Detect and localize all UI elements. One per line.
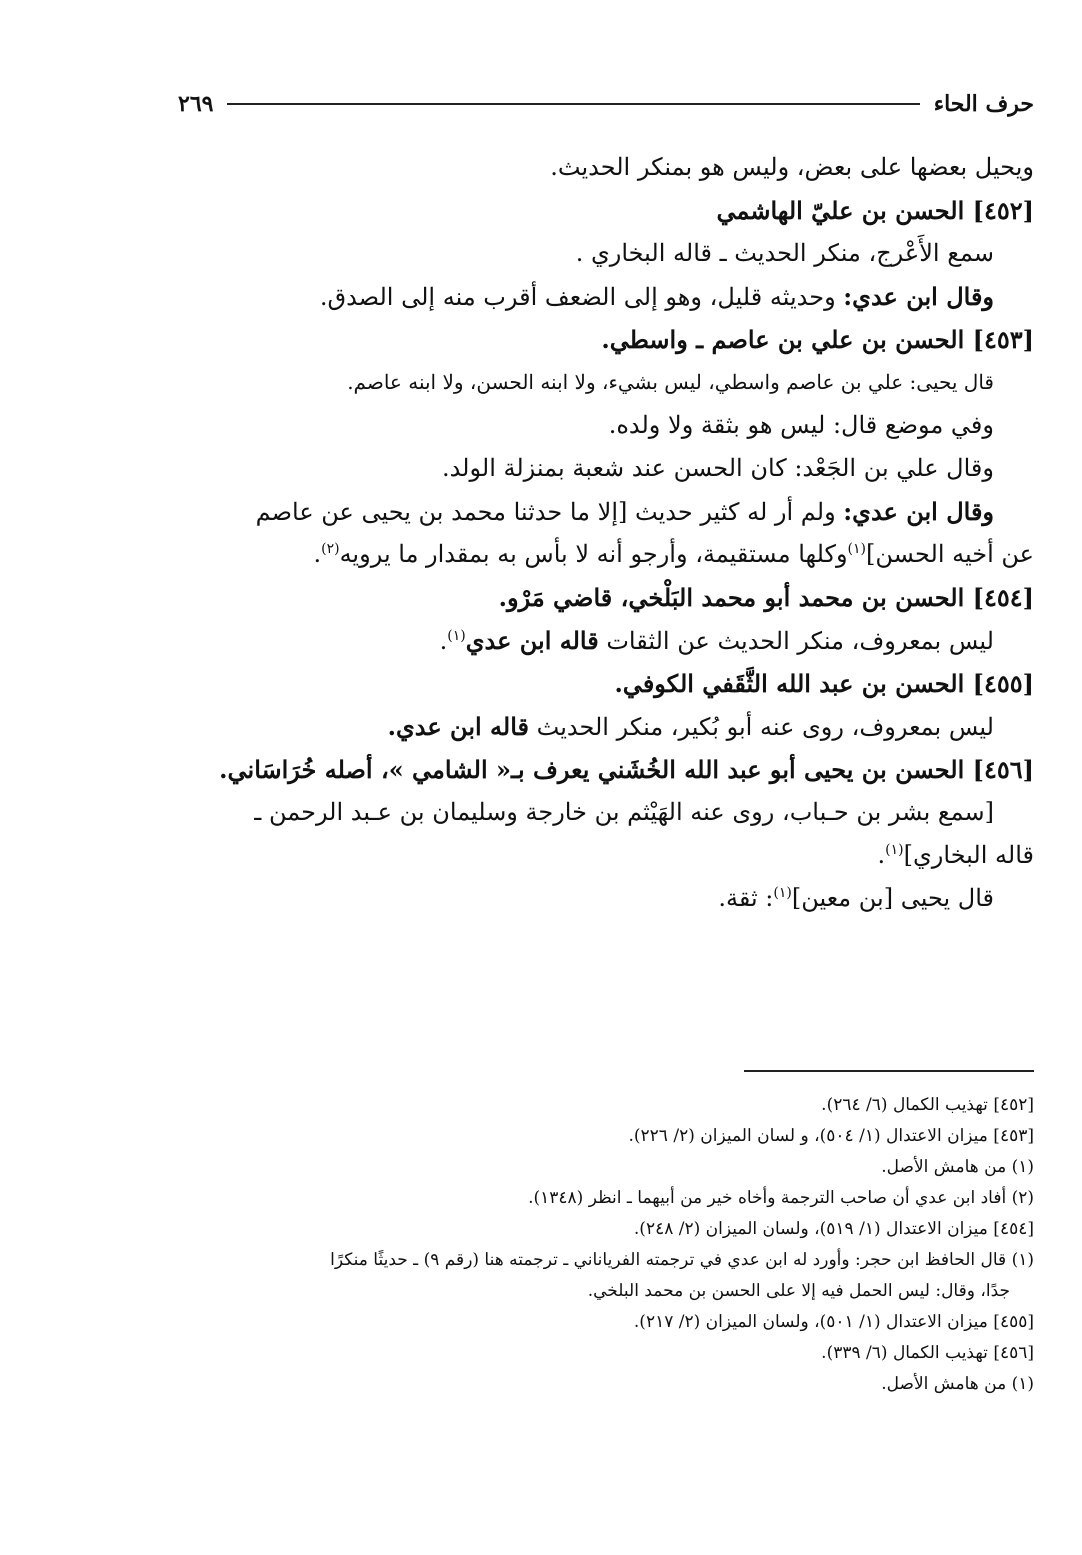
text-span: قاله البخاري] — [903, 841, 1034, 869]
footnote-line: [٤٥٦] تهذيب الكمال (٦/ ٣٣٩). — [821, 1343, 1034, 1363]
text-line — [164, 705, 1034, 748]
text-line: قال يحيى: علي بن عاصم واسطي، ليس بشيء، ولا ابنه الحسن، ولا ابنه عاصم. — [347, 370, 994, 394]
footnote-ref: (١) — [773, 885, 792, 901]
main-text — [164, 146, 1034, 920]
text-line: [سمع بشر بن حـباب، روى عنه الهَيْثم بن خارجة وسليمان بن عـبد الرحمن ـ — [254, 798, 994, 826]
footnote-ref: (١) — [847, 541, 867, 557]
attribution: قاله ابن عدي — [465, 626, 599, 655]
text-line: سمع الأَعْرج، منكر الحديث ـ قاله البخاري . — [575, 239, 994, 267]
footnote-line: (١) من هامش الأصل. — [881, 1374, 1034, 1394]
footnote-ref: (٢) — [321, 541, 340, 557]
text-line — [164, 533, 1034, 576]
entry-heading-455: [٤٥٥] الحسن بن عبد الله الثَّقَفي الكوفي. — [614, 669, 1034, 698]
entry-heading-453: [٤٥٣] الحسن بن علي بن عاصم ـ واسطي. — [601, 325, 1034, 354]
page-header — [178, 84, 1034, 124]
text-line — [164, 834, 1034, 877]
footnote-line: [٤٥٣] ميزان الاعتدال (١/ ٥٠٤)، و لسان الميزان (٢/ ٢٢٦). — [628, 1126, 1034, 1146]
attribution: قاله ابن عدي. — [387, 712, 529, 741]
speaker-label: وقال ابن عدي: — [843, 497, 994, 526]
footnote-line: (١) من هامش الأصل. — [881, 1157, 1034, 1177]
footnote-ref: (١) — [885, 842, 904, 858]
entry-heading-454: [٤٥٤] الحسن بن محمد أبو محمد البَلْخي، قاضي مَرْو. — [498, 583, 1034, 612]
text-span: . — [313, 540, 322, 568]
footnote-line: [٤٥٤] ميزان الاعتدال (١/ ٥١٩)، ولسان الميزان (٢/ ٢٤٨). — [633, 1219, 1034, 1239]
page-number: ٢٦٩ — [178, 91, 214, 117]
footnote-line: (١) قال الحافظ ابن حجر: وأورد له ابن عدي في ترجمته الفرياناني ـ ترجمته هنا (رقم ٩) ـ حديثًا منكرًا — [330, 1250, 1034, 1270]
footnote-line: جدًا، وقال: ليس الحمل فيه إلا على الحسن بن محمد البلخي. — [587, 1281, 1010, 1301]
header-rule — [227, 103, 919, 105]
footnote-line: [٤٥٥] ميزان الاعتدال (١/ ٥٠١)، ولسان الميزان (٢/ ٢١٧). — [633, 1312, 1034, 1332]
entry-heading-452: [٤٥٢] الحسن بن عليّ الهاشمي — [716, 196, 1034, 225]
text-span: وكلها مستقيمة، وأرجو أنه لا بأس به بمقدار ما يرويه — [339, 540, 848, 568]
footnote-separator — [744, 1070, 1034, 1072]
text-span: ولم أر له كثير حديث [إلا ما حدثنا محمد بن يحيى عن عاصم — [255, 498, 844, 526]
text-span: ليس بمعروف، روى عنه أبو بُكير، منكر الحديث — [529, 713, 994, 741]
text-span: عن أخيه الحسن] — [866, 540, 1034, 568]
footnote-line: (٢) أفاد ابن عدي أن صاحب الترجمة وأخاه خير من أبيهما ـ انظر (١٣٤٨). — [528, 1188, 1034, 1208]
running-title: حرف الحاء — [933, 91, 1034, 117]
text-line: ويحيل بعضها على بعض، وليس هو بمنكر الحديث. — [550, 153, 1034, 181]
entry-heading-456: [٤٥٦] الحسن بن يحيى أبو عبد الله الخُشَني يعرف بـ« الشامي »، أصله خُرَاسَاني. — [219, 755, 1034, 784]
text-span: وحديثه قليل، وهو إلى الضعف أقرب منه إلى الصدق. — [319, 283, 844, 311]
text-line — [164, 490, 1034, 533]
text-line: وفي موضع قال: ليس هو بثقة ولا ولده. — [608, 411, 994, 439]
text-span: : ثقة. — [718, 884, 774, 912]
footnotes — [164, 1090, 1034, 1400]
text-line — [164, 619, 1034, 662]
footnote-line: [٤٥٢] تهذيب الكمال (٦/ ٢٦٤). — [821, 1095, 1034, 1115]
text-span: . — [439, 627, 448, 655]
footnote-ref: (١) — [447, 628, 466, 644]
text-line — [164, 275, 1034, 318]
text-span: ليس بمعروف، منكر الحديث عن الثقات — [598, 627, 994, 655]
speaker-label: وقال ابن عدي: — [843, 282, 994, 311]
text-line: وقال علي بن الجَعْد: كان الحسن عند شعبة بمنزلة الولد. — [441, 454, 994, 482]
text-span: . — [877, 841, 886, 869]
text-line — [164, 877, 1034, 920]
text-span: قال يحيى [بن معين] — [791, 884, 994, 912]
